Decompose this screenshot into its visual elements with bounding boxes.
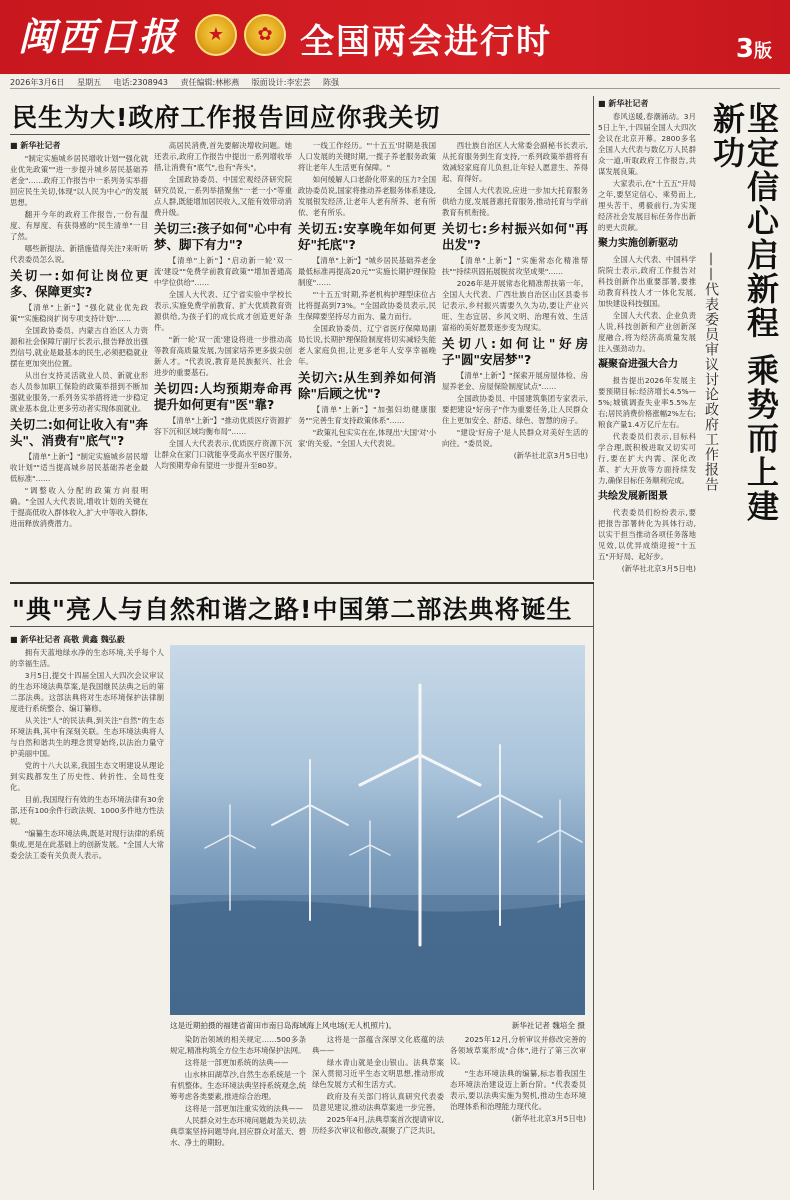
paragraph: 3月5日,提交十四届全国人大四次会议审议的生态环境法典草案,是我国继民法典之后的第二部法典。这部法典将对生态环境保护法律制度进行系统整合、编订纂修。 xyxy=(10,671,164,713)
paragraph: 拥有天蓝地绿水净的生态环境,关乎每个人的幸福生活。 xyxy=(10,648,164,668)
subheading: 关切五:安享晚年如何更好"托底"? xyxy=(298,221,436,252)
photo-credit: 新华社记者 魏培全 摄 xyxy=(511,1021,585,1030)
subheading: 关切三:孩子如何"心中有梦、脚下有力"? xyxy=(154,221,292,252)
paragraph: 高居民消费,首先要解决增收问题。她还表示,政府工作报告中提出一系列增收举措,让消费有"底气",也有"奔头"。 xyxy=(154,141,292,172)
subheading: 共绘发展新图景 xyxy=(598,491,668,502)
paragraph: "'十五五'时期,养老机构护理型床位占比将提高到73%。"全国政协委员表示,民生保障要坚持尽力而为、量力而行。 xyxy=(298,290,436,321)
paragraph: 这将是一部蕴含深厚文化底蕴的法典—— xyxy=(312,1035,444,1055)
side-article-subhead: ——代表委员审议讨论政府工作报告 xyxy=(703,252,719,492)
article2-col4 xyxy=(450,1034,586,1190)
paragraph: "调整收入分配的政策方向很明确。"全国人大代表说,增收计划的关键在于提高低收入群体收入,扩大中等收入群体,进而释放消费潜力。 xyxy=(10,486,148,528)
section-rule xyxy=(10,582,594,584)
paragraph: 报告提出2026年发展主要预期目标:经济增长4.5%—5%;城镇调查失业率5.5%左右;居民消费价格涨幅2%左右;粮食产量1.4万亿斤左右。 xyxy=(598,376,696,429)
article2-col2 xyxy=(170,1034,306,1190)
paragraph: 【清单"上新"】"启动新一轮'双一流'建设""免费学前教育政策""增加普通高中学位供给"…… xyxy=(154,256,292,287)
photo-caption-text: 这是近期拍摄的福建省莆田市南日岛海域海上风电场(无人机照片)。 xyxy=(170,1021,397,1030)
article1-col1 xyxy=(10,140,148,580)
paragraph: "制定实施城乡居民增收计划""强化就业优先政策""进一步提升城乡居民基础养老金"……政府工作报告中一系列务实举措回应民生关切,体现"以人民为中心"的发展思想。 xyxy=(10,154,148,207)
paragraph: 绿水青山就是金山银山。法典草案深入贯彻习近平生态文明思想,推动形成绿色发展方式和生活方式。 xyxy=(312,1058,444,1089)
subheading: 关切四:人均预期寿命再提升如何更有"医"靠? xyxy=(154,381,292,412)
paragraph: 全国人大代表、中国科学院院士表示,政府工作报告对科技创新作出重要部署,要推动教育科技人才一体化发展,加快建设科技强国。 xyxy=(598,255,696,308)
paragraph: 【清单"上新"】"制定实施城乡居民增收计划""适当提高城乡居民基础养老金最低标准"…… xyxy=(10,452,148,483)
article1-col3 xyxy=(298,140,436,580)
paragraph: 2025年4月,法典草案首次提请审议,历经多次审议和修改,凝聚了广泛共识。 xyxy=(312,1115,444,1135)
subheading: 关切六:从生到养如何消除"后顾之忧"? xyxy=(298,370,436,401)
paragraph: 这将是一部更加注重实效的法典—— xyxy=(184,1104,304,1113)
article1-col2 xyxy=(154,140,292,580)
side-article-body xyxy=(598,98,696,1190)
subheading: 关切二:如何让收入有"奔头"、消费有"底气"? xyxy=(10,417,148,448)
photo-caption xyxy=(170,1020,585,1031)
subheading: 聚力实施创新驱动 xyxy=(598,238,678,249)
column-rule xyxy=(593,584,594,1190)
paragraph: 从关注"人"的民法典,到关注"自然"的生态环境法典,其中有深刻关联。生态环境法典将人与自然和谐共生的理念贯穿始终,以法治力量守护美丽中国。 xyxy=(10,716,164,758)
paragraph: 大家表示,在"十五五"开局之年,要坚定信心、乘势而上,埋头苦干、勇毅前行,为实现经济社会发展目标任务作出新的更大贡献。 xyxy=(598,179,696,232)
paragraph: 【清单"上新"】"推动优质医疗资源扩容下沉和区域均衡布局"…… xyxy=(154,416,292,436)
paragraph: 春风送暖,春潮涌动。3月5日上午,十四届全国人大四次会议在北京开幕。2800多名全国人大代表与数亿万人民群众一道,听取政府工作报告,共谋发展良策。 xyxy=(598,112,696,176)
paragraph: 代表委员们纷纷表示,要把报告部署转化为具体行动,以实干担当推动各项任务落地见效,以优异成绩迎接"十五五"开好局、起好步。 xyxy=(598,508,696,561)
article2-byline: ■ 新华社记者 高敬 黄鑫 魏弘毅 xyxy=(10,635,125,644)
paragraph: 政府及有关部门将认真研究代表委员意见建议,推动法典草案进一步完善。 xyxy=(312,1092,444,1112)
cppcc-emblem-icon: ✿ xyxy=(244,14,286,56)
paragraph: 党的十八大以来,我国生态文明建设从理论到实践都发生了历史性、转折性、全局性变化。 xyxy=(10,761,164,792)
side-article-byline: ■ 新华社记者 xyxy=(598,99,649,108)
paragraph: 染防治领域的相关规定……500多条规定,精准构筑全方位生态环境保护法网。 xyxy=(170,1035,306,1055)
paragraph: 全国政协委员、中国宏观经济研究院研究员说,一系列举措聚焦"一老一小"等重点人群,既能增加居民收入,又能有效带动消费升级。 xyxy=(154,175,292,217)
paragraph: "政策礼包实实在在,体现出'大国'对'小家'的关爱。"全国人大代表说。 xyxy=(298,428,436,448)
wind-turbines-illustration xyxy=(170,645,585,1015)
article1-col4 xyxy=(442,140,588,580)
paragraph: 全国政协委员、内蒙古自治区人力资源和社会保障厅副厅长表示,报告释放出强烈信号,就业是最基本的民生,必须把稳就业摆在更加突出位置。 xyxy=(10,326,148,368)
article2-col3 xyxy=(312,1034,444,1190)
issue-designer: 版面设计:李宏芸 xyxy=(251,78,311,87)
masthead xyxy=(0,0,790,74)
wind-farm-photo xyxy=(170,645,585,1015)
paragraph: 人民群众对生态环境问题最为关切,法典草案坚持问题导向,回应群众对蓝天、碧水、净土的期盼。 xyxy=(170,1116,306,1147)
paragraph: 这将是一部更加系统的法典—— xyxy=(184,1058,289,1067)
issue-info-bar xyxy=(10,75,780,89)
paragraph: 从出台支持灵活就业人员、新就业形态人员参加职工保险的政策举措到不断加强就业服务,一系列务实举措将进一步稳定就业基本盘,让更多劳动者实现体面就业。 xyxy=(10,371,148,413)
side-article-headline: 坚定信心启新程 乘势而上建新功 xyxy=(708,102,780,524)
issue-proof: 陈强 xyxy=(323,78,340,87)
article1-headline: 民生为大!政府工作报告回应你我关切 xyxy=(12,103,441,132)
paragraph: 目前,我国现行有效的生态环境法律有30余部,还有100余件行政法规、1000多件地方性法规。 xyxy=(10,795,164,826)
national-emblem-icon: ★ xyxy=(195,14,237,56)
issue-date: 2026年3月6日 xyxy=(10,78,65,87)
paragraph: 2026年是开展常态化精准帮扶第一年。全国人大代表、广西壮族自治区山区县委书记表示,乡村振兴需要久久为功,要让产业兴旺、生态宜居、乡风文明、治理有效、生活富裕的美好愿景逐步变为现实。 xyxy=(442,279,588,332)
article2-headline: "典"亮人与自然和谐之路!中国第二部法典将诞生 xyxy=(12,595,573,624)
paragraph: 代表委员们表示,目标科学合理,既积极进取又切实可行,要在扩大内需、深化改革、扩大开放等方面持续发力,确保目标任务顺利完成。 xyxy=(598,432,696,485)
paragraph: 哪些新提法、新措施值得关注?来听听代表委员怎么说。 xyxy=(10,244,148,264)
page-number: 3版 xyxy=(735,34,772,64)
paragraph: 一线工作经历。"'十五五'时期是我国人口发展的关键时期,一揽子养老服务政策将让老年人生活更有保障。" xyxy=(298,141,436,172)
paragraph: 全国政协委员、辽宁省医疗保障局副局长说,长期护理保险制度将切实减轻失能老人家庭负担,让更多老年人安享幸福晚年。 xyxy=(298,324,436,366)
issue-weekday: 星期五 xyxy=(77,78,102,87)
paragraph: 【清单"上新"】"实施常态化精准帮扶""持续巩固拓展脱贫攻坚成果"…… xyxy=(442,256,588,276)
paragraph: 全国政协委员、中国建筑集团专家表示,要把建设"好房子"作为重要任务,让人民群众住上更加安全、舒适、绿色、智慧的房子。 xyxy=(442,394,588,425)
paragraph: 全国人大代表表示,优质医疗资源下沉让群众在家门口就能享受高水平医疗服务,人均预期寿命有望进一步提升至80岁。 xyxy=(154,439,292,470)
paragraph: 西壮族自治区人大常委会副秘书长表示,从托育服务到生育支持,一系列政策举措将有效减轻家庭育儿负担,让年轻人愿意生、养得起、育得好。 xyxy=(442,141,588,183)
subheading: 凝聚奋进强大合力 xyxy=(598,359,678,370)
paragraph: 翻开今年的政府工作报告,一份有温度、有厚度、有获得感的"民生清单"一目了然。 xyxy=(10,210,148,241)
paragraph: 【清单"上新"】"探索开展房屋体检、房屋养老金、房屋保险制度试点"…… xyxy=(442,371,588,391)
issue-phone: 电话:2308943 xyxy=(113,78,168,87)
paragraph: 全国人大代表说,应进一步加大托育服务供给力度,发展普惠托育服务,推动托育与学前教育有机衔接。 xyxy=(442,186,588,217)
paragraph: "生态环境法典的编纂,标志着我国生态环境法治建设迈上新台阶。"代表委员表示,要以法典实施为契机,推动生态环境治理体系和治理能力现代化。 xyxy=(450,1069,586,1111)
paragraph: 全国人大代表、辽宁省实验中学校长表示,实施免费学前教育、扩大优质教育资源供给,为孩子们的成长成才创造更好条件。 xyxy=(154,290,292,332)
paragraph: "新一轮'双一流'建设将进一步推动高等教育高质量发展,为国家培养更多拔尖创新人才。"代表说,教育是民族振兴、社会进步的重要基石。 xyxy=(154,335,292,377)
article1-source: (新华社北京3月5日电) xyxy=(513,451,588,460)
paragraph: 如何缓解人口老龄化带来的压力?全国政协委员说,国家将推动养老服务体系建设,发展银发经济,让老年人老有所养、老有所依、老有所乐。 xyxy=(298,175,436,217)
article2-source: (新华社北京3月5日电) xyxy=(511,1114,586,1123)
paragraph: 2025年12月,分析审议并修改完善的各领域草案形成"合体",进行了第三次审议。 xyxy=(450,1035,586,1066)
paragraph: 【清单"上新"】"强化就业优先政策""实施稳岗扩岗专项支持计划"…… xyxy=(10,303,148,323)
article1-byline: ■ 新华社记者 xyxy=(10,141,61,150)
subheading: 关切一:如何让岗位更多、保障更实? xyxy=(10,268,148,299)
paragraph: "编纂生态环境法典,既是对现行法律的系统集成,更是在此基础上的创新发展。"全国人大常委会法工委有关负责人表示。 xyxy=(10,829,164,860)
headline-rule xyxy=(10,626,594,627)
subheading: 关切七:乡村振兴如何"再出发"? xyxy=(442,221,588,252)
article2-col1 xyxy=(10,634,164,1190)
paragraph: "建设'好房子'是人民群众对美好生活的向往。"委员说。 xyxy=(442,428,588,448)
column-rule xyxy=(593,96,594,580)
headline-rule xyxy=(10,134,590,135)
issue-editor: 责任编辑:林彬燕 xyxy=(180,78,240,87)
newspaper-logo: 闽西日报 xyxy=(18,14,179,59)
subheading: 关切八:如何让"好房子"圆"安居梦"? xyxy=(442,336,588,367)
banner-title: 全国两会进行时 xyxy=(300,22,552,62)
paragraph: 【清单"上新"】"城乡居民基础养老金最低标准再提高20元""实施长期护理保险制度"…… xyxy=(298,256,436,287)
paragraph: 山水林田湖草沙,自然生态系统是一个有机整体。生态环境法典坚持系统观念,统筹考虑各类要素,推进综合治理。 xyxy=(170,1070,306,1101)
paragraph: 【清单"上新"】"加强妇幼健康服务""完善生育支持政策体系"…… xyxy=(298,405,436,425)
side-article-source: (新华社北京3月5日电) xyxy=(621,564,696,573)
paragraph: 全国人大代表、企业负责人说,科技创新和产业创新深度融合,将为经济高质量发展注入强劲动力。 xyxy=(598,311,696,353)
